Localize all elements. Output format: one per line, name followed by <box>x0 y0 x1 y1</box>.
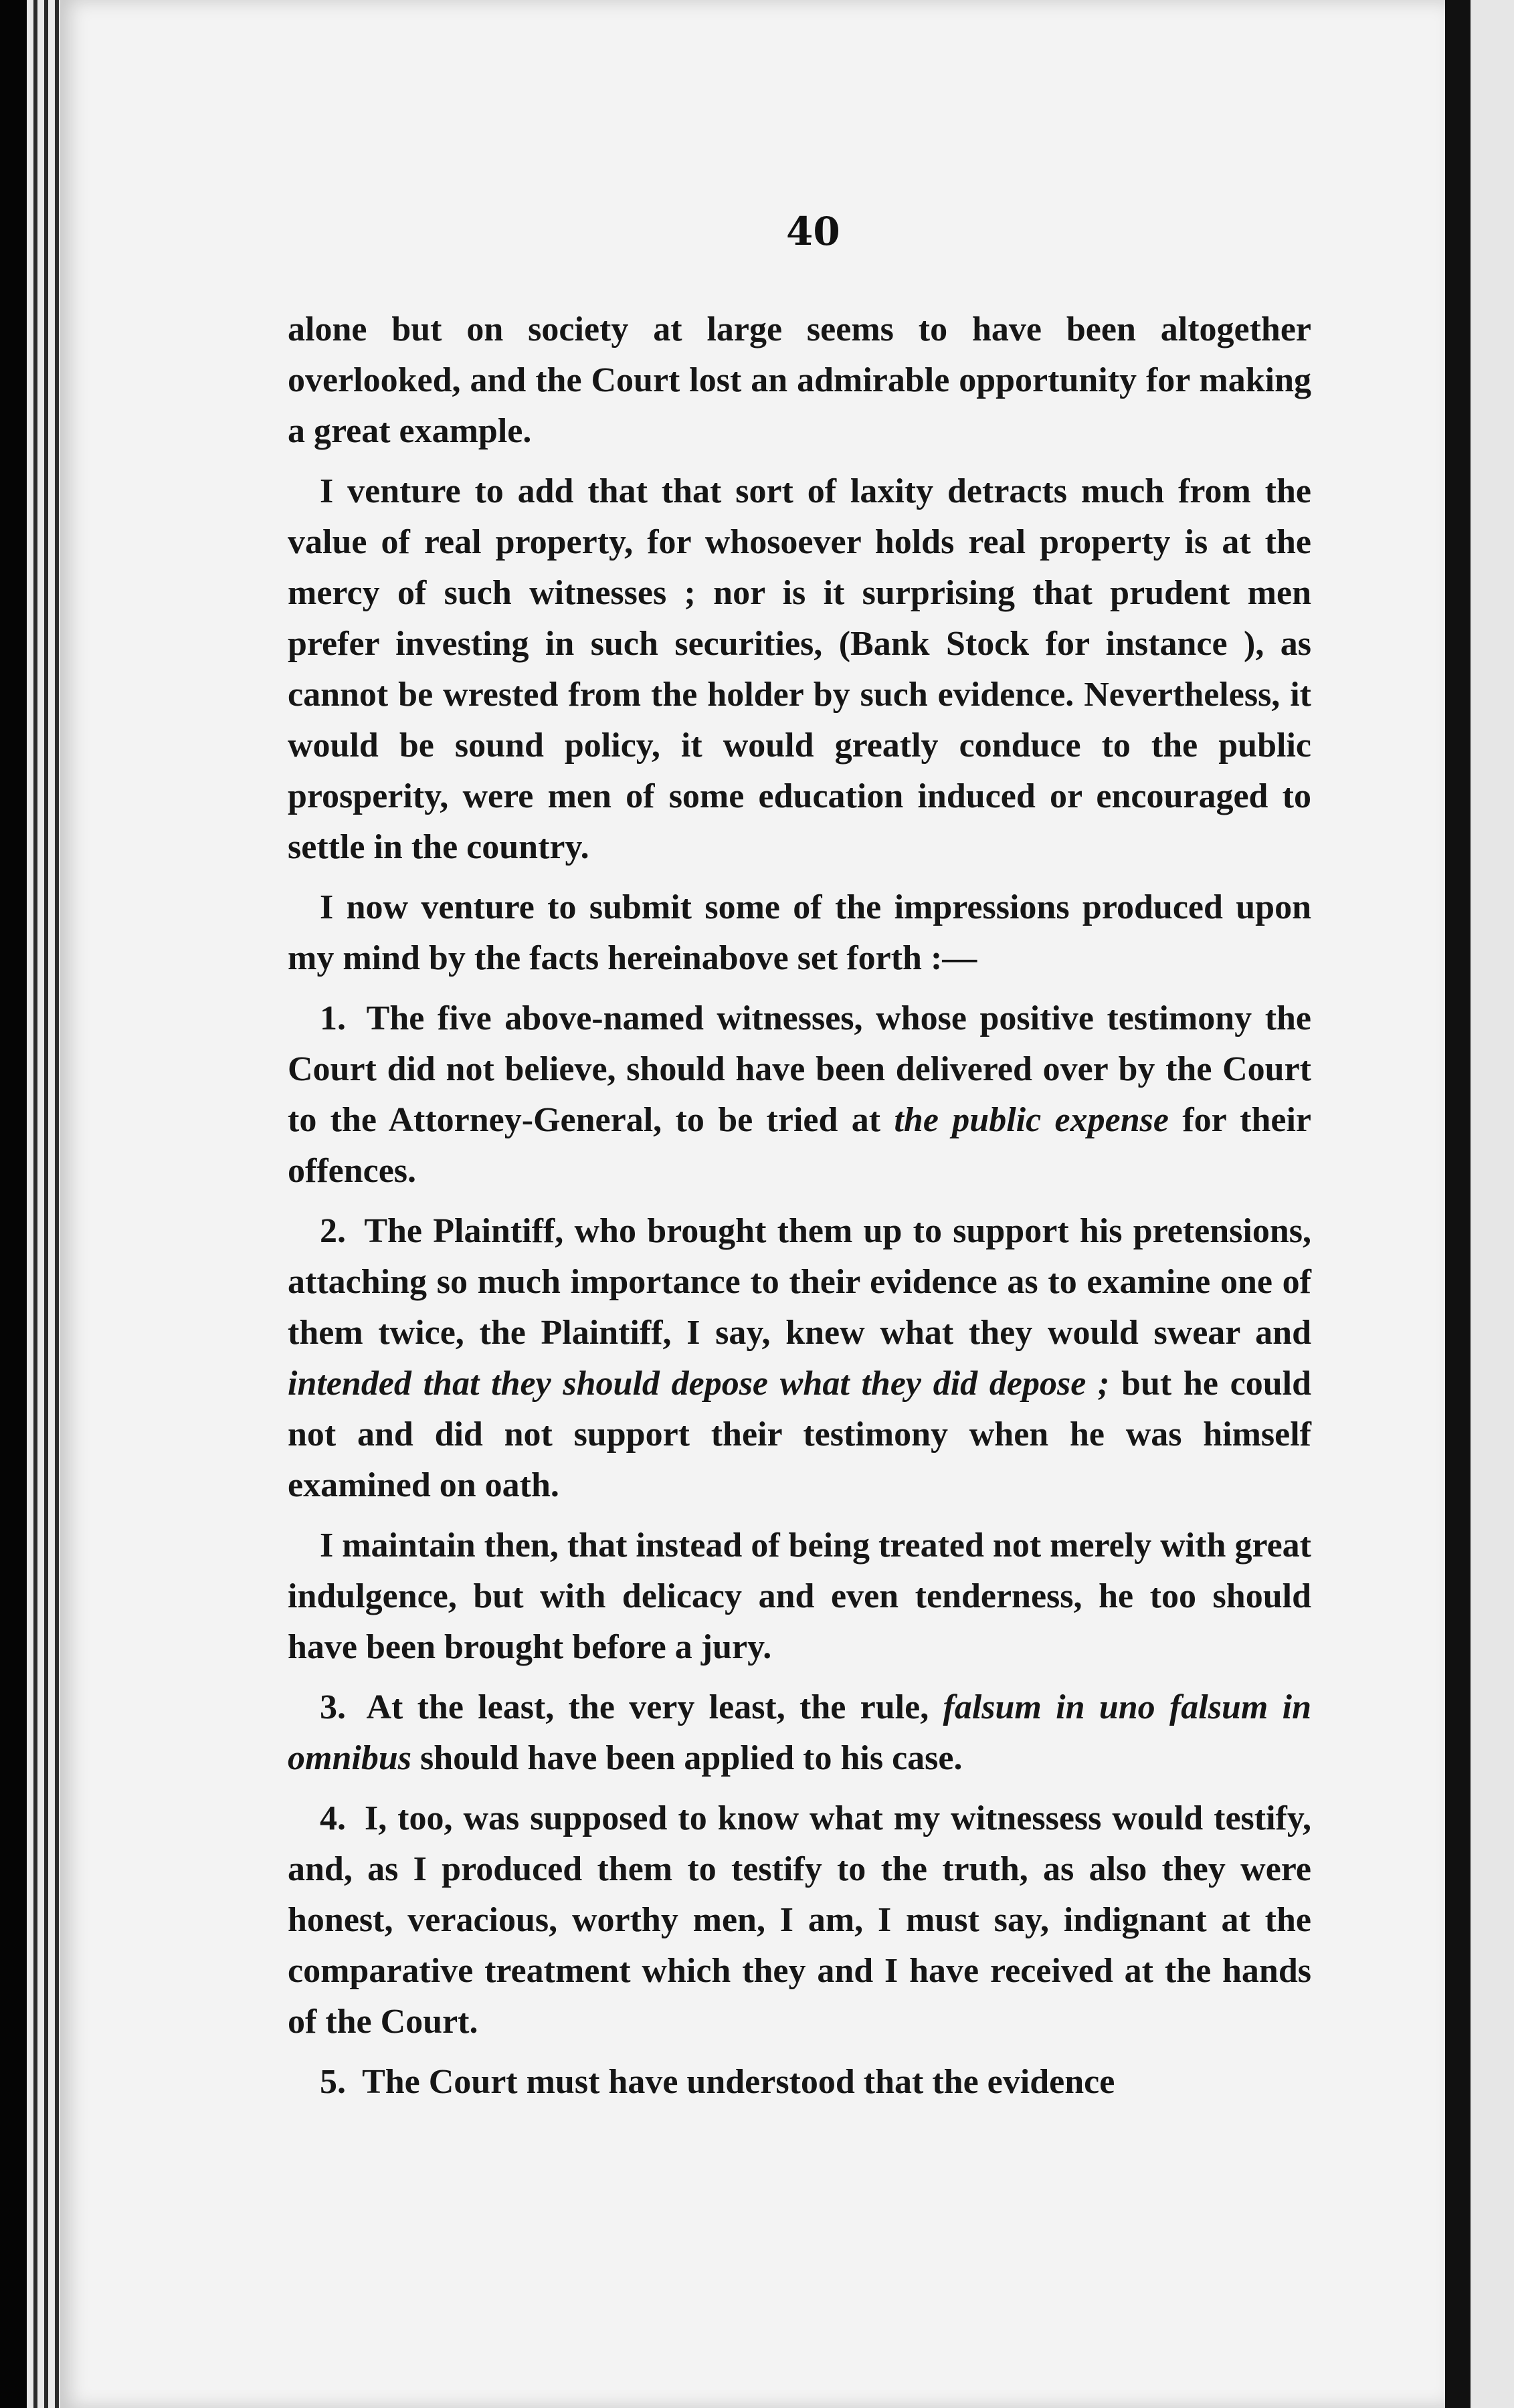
paragraph: I maintain then, that instead of being treated not merely with great indulgence, but with delicacy and even tenderness, he too should have been brought before a jury. <box>288 1526 1311 1666</box>
paragraph-text: The Plaintiff, who brought them up to support his pretensions, attaching so much importance to their evidence as to examine one of them twice, the Plaintiff, I say, knew what they would swear and <box>288 1212 1311 1352</box>
paragraph-text: At the least, the very least, the rule, <box>366 1688 929 1726</box>
item-number: 1. <box>320 999 346 1037</box>
paragraph: I venture to add that that sort of laxity detracts much from the value of real property, for whosoever holds real property is at the mercy of such witnesses ; nor is it surprising that prudent men prefer investing in such securities, (Bank Stock for instance ), as cannot be wrested from the holder by such evidence. Nevertheless, it would be sound policy, it would greatly conduce to the public prosperity, were men of some education induced or encouraged to settle in the country. <box>288 472 1311 866</box>
page-number: 40 <box>786 209 840 254</box>
item-number: 5. <box>320 2063 346 2101</box>
numbered-paragraph <box>288 1682 1311 1784</box>
body-text <box>288 304 1311 2117</box>
item-number: 2. <box>320 1212 346 1250</box>
italic-text: intended that they should depose what they did depose ; <box>288 1365 1110 1403</box>
paragraph: alone but on society at large seems to have been altogether overlooked, and the Court lost an admirable opportunity for making a great example. <box>288 310 1311 450</box>
paragraph-text: The Court must have understood that the evidence <box>362 2063 1115 2101</box>
paragraph-text: for their offences. <box>288 1101 1311 1190</box>
paragraph-text: but he could not and did not support their testimony when he was himself examined on oath. <box>288 1365 1311 1504</box>
numbered-paragraph <box>288 1793 1311 2047</box>
page-edge-line <box>44 0 48 2408</box>
numbered-paragraph <box>288 1206 1311 1511</box>
page-edge-line <box>55 0 59 2408</box>
numbered-paragraph <box>288 2057 1311 2108</box>
paragraph-text: The five above-named witnesses, whose positive testimony the Court did not believe, should have been delivered over by the Court to the Attorney-General, to be tried at <box>288 999 1312 1139</box>
italic-text: falsum in uno falsum in omnibus <box>288 1688 1312 1777</box>
numbered-paragraph <box>288 993 1311 1197</box>
paragraph-text: should have been applied to his case. <box>419 1739 963 1777</box>
facing-page-edge <box>1445 0 1514 2408</box>
facing-page-sliver <box>1471 0 1514 2408</box>
paragraph: I now venture to submit some of the impressions produced upon my mind by the facts hereinabove set forth :— <box>288 888 1311 977</box>
paragraph-text: I, too, was supposed to know what my witnessess would testify, and, as I produced them to testify to the truth, as also they were honest, veracious, worthy men, I am, I must say, indignant at the comparative treatment which they and I have received at the hands of the Court. <box>288 1799 1311 2041</box>
item-number: 3. <box>320 1688 346 1726</box>
item-number: 4. <box>320 1799 346 1837</box>
page-edge-line <box>33 0 37 2408</box>
italic-text: the public expense <box>894 1101 1169 1139</box>
